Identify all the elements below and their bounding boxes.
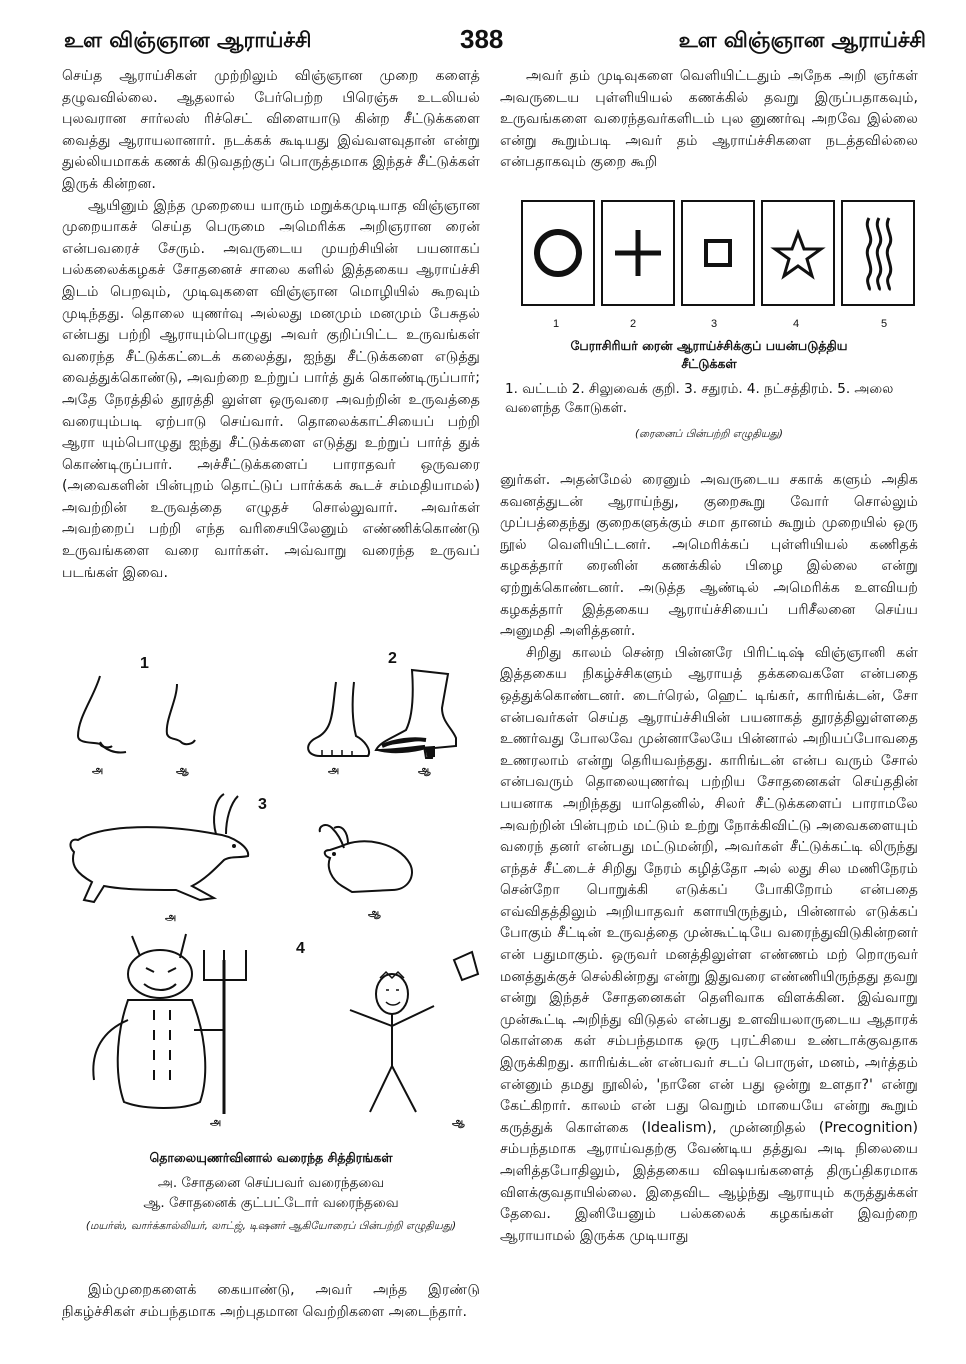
nose-label-a: அ bbox=[92, 765, 104, 776]
rabbit-label-a: அ bbox=[165, 912, 177, 923]
drawings-legend-a: அ. சோதனை செய்பவர் வரைந்தவை bbox=[157, 1175, 385, 1191]
rabbit-drawing-copy bbox=[312, 820, 422, 900]
card-number-5: 5 bbox=[881, 318, 888, 330]
right-paragraph-3: சிறிது காலம் சென்ற பின்னரே பிரிட்டிஷ் விஞ்ஞானி கள் இத்தகைய நிகழ்ச்சிகளும் ஆராயத் தக்கவைகளே என்பதை ஒத்துக்கொண்டனர். டைர்ரெல், ஹெட் டிங்கர், காரிங்க்டன், சோ என்பவர்கள் செய்த ஆராய்ச்சியின் பயனாகத் தூரத்திலுள்ளதை உணர்வது போலவே முன்னாலேயே பின்னால் அறியப்போவதை உணரலாம் என்று தெரியவந்தது. காரிங்டன் என்ப வரும் சோல் என்பவரும் தொலையுணர்வு பற்றிய சோதனைகள் செய்ததின் பயனாக அறிந்தது யாதெனில், சிலர் சீட்டுக்களைப் பாராமலே அவற்றின் பின்புறம் மட்டும் உற்று நோக்கிவிட்டு அவைகளையும் வரைந் தனர் என்பது மட்டுமன்றி, அவர்கள் சீட்டுக்கட்டி லிருந்து எந்தச் சீட்டைச் சிறிது நேரம் கழித்தோ அல் லது சில மணிநேரம் சென்றோ பொறுக்கி எடுக்கப் போகிறோம் என்பதை எவ்விதத்திலும் அறியாதவர் களாயிருந்தும், பின்னால் எடுக்கப் போகும் சீட்டின் உருவத்தை முன்கூட்டியே வரைந்துவிடுகின்றனர் என் பதுமாகும். ஒருவர் மனத்திலுள்ள எண்ணம் மற் றொருவர் மனத்துக்குச் செல்கின்றது என்று இதுவரை எண்ணியிருந்தது தவறு என்று இந்தச் சோதனைகள் தெளிவாக விளக்கின. இவ்வாறு முன்கூட்டி அறிந்து விடுதல் என்பது உளவியலாருடைய ஆதாரக் கொள்கை கள் சம்பந்தமாக ஒரு புரட்சியை உண்டாக்குவதாக இருக்கிறது. காரிங்க்டன் என்பவர் சடப் பொருள், மனம், அர்த்தம் என்னும் தமது நூலில், 'நானே என் பது ஒன்று உளதா?' என்று கேட்கிறார். காலம் என் பது வெறும் மாயையே என்று கூறும் கருத்துக் கொள்கை (Idealism), முன்னறிதல் (Precognition) சம்பந்தமாக ஆராய்வதற்கு வேண்டிய தத்துவ அடி நிலையை அளித்தபோதிலும், இத்தகைய விஷயங்களைத் திருப்திகரமாக விளக்குவதாயில்லை. இதைவிட ஆழ்ந்து ஆராயும் கருத்துக்கள் தேவை. இனியேனும் பல்கலைக் கழகங்கள் இவற்றை ஆராயாமல் இருக்க முடியாது bbox=[500, 644, 918, 1244]
figure-number-2: 2 bbox=[388, 650, 397, 667]
square-icon bbox=[703, 238, 733, 268]
running-title-left: உள விஞ்ஞான ஆராய்ச்சி bbox=[64, 28, 312, 52]
zener-cards-figure bbox=[521, 200, 911, 310]
card-number-1: 1 bbox=[553, 318, 560, 330]
stick-figure-drawing-copy bbox=[334, 966, 444, 1116]
left-column-top bbox=[62, 66, 480, 584]
cross-icon bbox=[613, 228, 663, 278]
boot-label-aa: ஆ bbox=[418, 765, 431, 776]
figure-number-1: 1 bbox=[140, 655, 149, 672]
right-paragraph-1: அவர் தம் முடிவுகளை வெளியிட்டதும் அநேக அறி ஞர்கள் அவருடைய புள்ளியியல் கணக்கில் தவறு இருப்பதாகவும், உருவங்களை வரைந்தவர்களிடம் புல னுணர்வு அறவே இல்லை என்று கூறும்படி அவர் தம் ஆராய்ச்சிகளை நடத்தவில்லை என்பதாகவும் குறை கூறி bbox=[500, 68, 918, 171]
nose-label-aa: ஆ bbox=[176, 765, 189, 776]
right-column-bottom bbox=[500, 470, 918, 1247]
card-square bbox=[681, 200, 755, 306]
nose-drawing-original bbox=[70, 672, 140, 762]
nose-drawing-copy bbox=[155, 680, 215, 760]
figure-number-3: 3 bbox=[258, 796, 267, 813]
drawings-legend-aa: ஆ. சோதனைக் குட்பட்டோர் வரைந்தவை bbox=[143, 1195, 399, 1211]
foot-drawing-copy bbox=[302, 680, 372, 760]
drawings-credit: (மயர்ஸ், வார்க்கால்லியர், லாட்ஜ், டிஷனர் ஆகியோரைப் பின்பற்றி எழுதியது) bbox=[85, 1220, 457, 1232]
cards-legend: 1. வட்டம் 2. சிலுவைக் குறி. 3. சதுரம். 4. நட்சத்திரம். 5. அலை வளைந்த கோடுகள். bbox=[505, 381, 894, 416]
right-paragraph-2: னுர்கள். அதன்மேல் ரைனும் அவருடைய சகாக் களும் அதிக கவனத்துடன் ஆராய்ந்து, குறைகூறு வோர் சொல்லும் முப்பத்தைந்து குறைகளுக்கும் சமா தானம் கூறும் முறையில் ஒரு நூல் வெளியிட்டனர். அமெரிக்கப் புள்ளியியல் கணிதக் கழகத்தார் ரைனின் கணக்கில் பிழை இல்லை என்று ஏற்றுக்கொண்டனர். அடுத்த ஆண்டில் அமெரிக்க உளவியற் கழகத்தார் இத்தகைய ஆராய்ச்சியைப் பரிசீலனை செய்ய அனுமதி அளித்தனர். bbox=[500, 472, 918, 640]
card-number-3: 3 bbox=[711, 318, 718, 330]
cards-caption-line1: பேராசிரியர் ரைன் ஆராய்ச்சிக்குப் பயன்படுத்திய bbox=[570, 338, 848, 353]
star-icon bbox=[773, 230, 823, 280]
stick-label-aa: ஆ bbox=[452, 1117, 465, 1128]
right-column-top bbox=[500, 66, 918, 174]
card-cross bbox=[601, 200, 675, 306]
card-number-4: 4 bbox=[793, 318, 800, 330]
cards-caption-line2: சீட்டுக்கள் bbox=[681, 356, 737, 371]
running-title-right: உள விஞ்ஞான ஆராய்ச்சி bbox=[678, 28, 926, 52]
drawings-caption: தொலையுணர்வினால் வரைந்த சித்திரங்கள் bbox=[149, 1150, 393, 1165]
left-paragraph-3: இம்முறைகளைக் கையாண்டு, அவர் அந்த இரண்டு நிகழ்ச்சிகள் சம்பந்தமாக அற்புதமான வெற்றிகளை அடைந்தார். bbox=[62, 1282, 480, 1320]
rabbit-label-aa: ஆ bbox=[368, 908, 381, 919]
boot-drawing-original bbox=[372, 668, 462, 758]
cup-drawing-fragment bbox=[448, 948, 488, 988]
card-waves bbox=[841, 200, 915, 306]
wavy-lines-icon bbox=[861, 216, 897, 292]
left-paragraph-2: ஆயினும் இந்த முறையை யாரும் மறுக்கமுடியாத விஞ்ஞான முறையாகச் செய்த பெருமை அமெரிக்க அறிஞரான ரைன் என்பவரைச் சேரும். அவருடைய முயற்சியின் பயனாகப் பல்கலைக்கழகச் சோதனைச் சாலை களில் இத்தகைய ஆராய்ச்சி இடம் பெறவும், முடிவுகளை விஞ்ஞான மொழியில் கூறவும் முடிந்தது. தொலை யுணர்வு அல்லது மனமும் மனமும் பேசுதல் என்பது பற்றி ஆராயும்பொழுது அவர் குறிப்பிட்ட உருவங்கள் வரைந்த சீட்டுக்கட்டைக் கலைத்து, ஐந்து சீட்டுக்களை எடுத்து வைத்துக்கொண்டு, அவற்றை உற்றுப் பார்த் துக் கொண்டிருப்பார்; அதே நேரத்தில் தூரத்தி லுள்ள ஒருவரை அவற்றின் உருவத்தை வரையும்படி ஏற்பாடு செய்வார். தொலைக்காட்சியைப் பற்றி ஆரா யும்பொழுது ஐந்து சீட்டுக்களை எடுத்து உற்றுப் பார்த் துக் கொண்டிருப்பார். அச்சீட்டுக்களைப் பாராதவர் ஒருவரை (அவைகளின் பின்புறம் தொட்டுப் பார்க்கக் கூடச் சம்மதியாமல்) அவற்றின் உருவத்தை எழுதச் சொல்லுவார். அவர்கள் அவற்றைப் பற்றி எந்த வரிசையிலேனும் எண்ணிக்கொண்டு உருவங்களை வரை வார்கள். அவ்வாறு வரைந்த உருவப் படங்கள் இவை. bbox=[62, 197, 480, 581]
card-number-2: 2 bbox=[630, 318, 637, 330]
devil-drawing-original bbox=[84, 930, 284, 1120]
cards-credit: (ரைனைப் பின்பற்றி எழுதியது) bbox=[634, 428, 784, 440]
left-column-bottom bbox=[62, 1280, 480, 1323]
foot-label-a: அ bbox=[328, 765, 340, 776]
rabbit-drawing-original bbox=[64, 790, 254, 910]
left-paragraph-1: செய்த ஆராய்சிகள் முற்றிலும் விஞ்ஞான முறை களைத் தழுவவில்லை. ஆதலால் பேர்பெற்ற பிரெஞ்சு உடலியல் புலவரான சார்லஸ் ரிச்செட் விளையாடு கின்ற சீட்டுக்களை வைத்து ஆராயலானார். நடக்கக் கூடியது இவ்வளவுதான் என்று துல்லியமாகக் கணக் கிடுவதற்குப் பொருத்தமாக இந்தச் சீட்டுக்கள் இருக் கின்றன. bbox=[62, 68, 480, 192]
circle-icon bbox=[533, 228, 583, 278]
card-circle bbox=[521, 200, 595, 306]
card-star bbox=[761, 200, 835, 306]
devil-label-a: அ bbox=[210, 1117, 222, 1128]
figure-number-4: 4 bbox=[296, 940, 305, 957]
page-number: 388 bbox=[460, 24, 504, 54]
